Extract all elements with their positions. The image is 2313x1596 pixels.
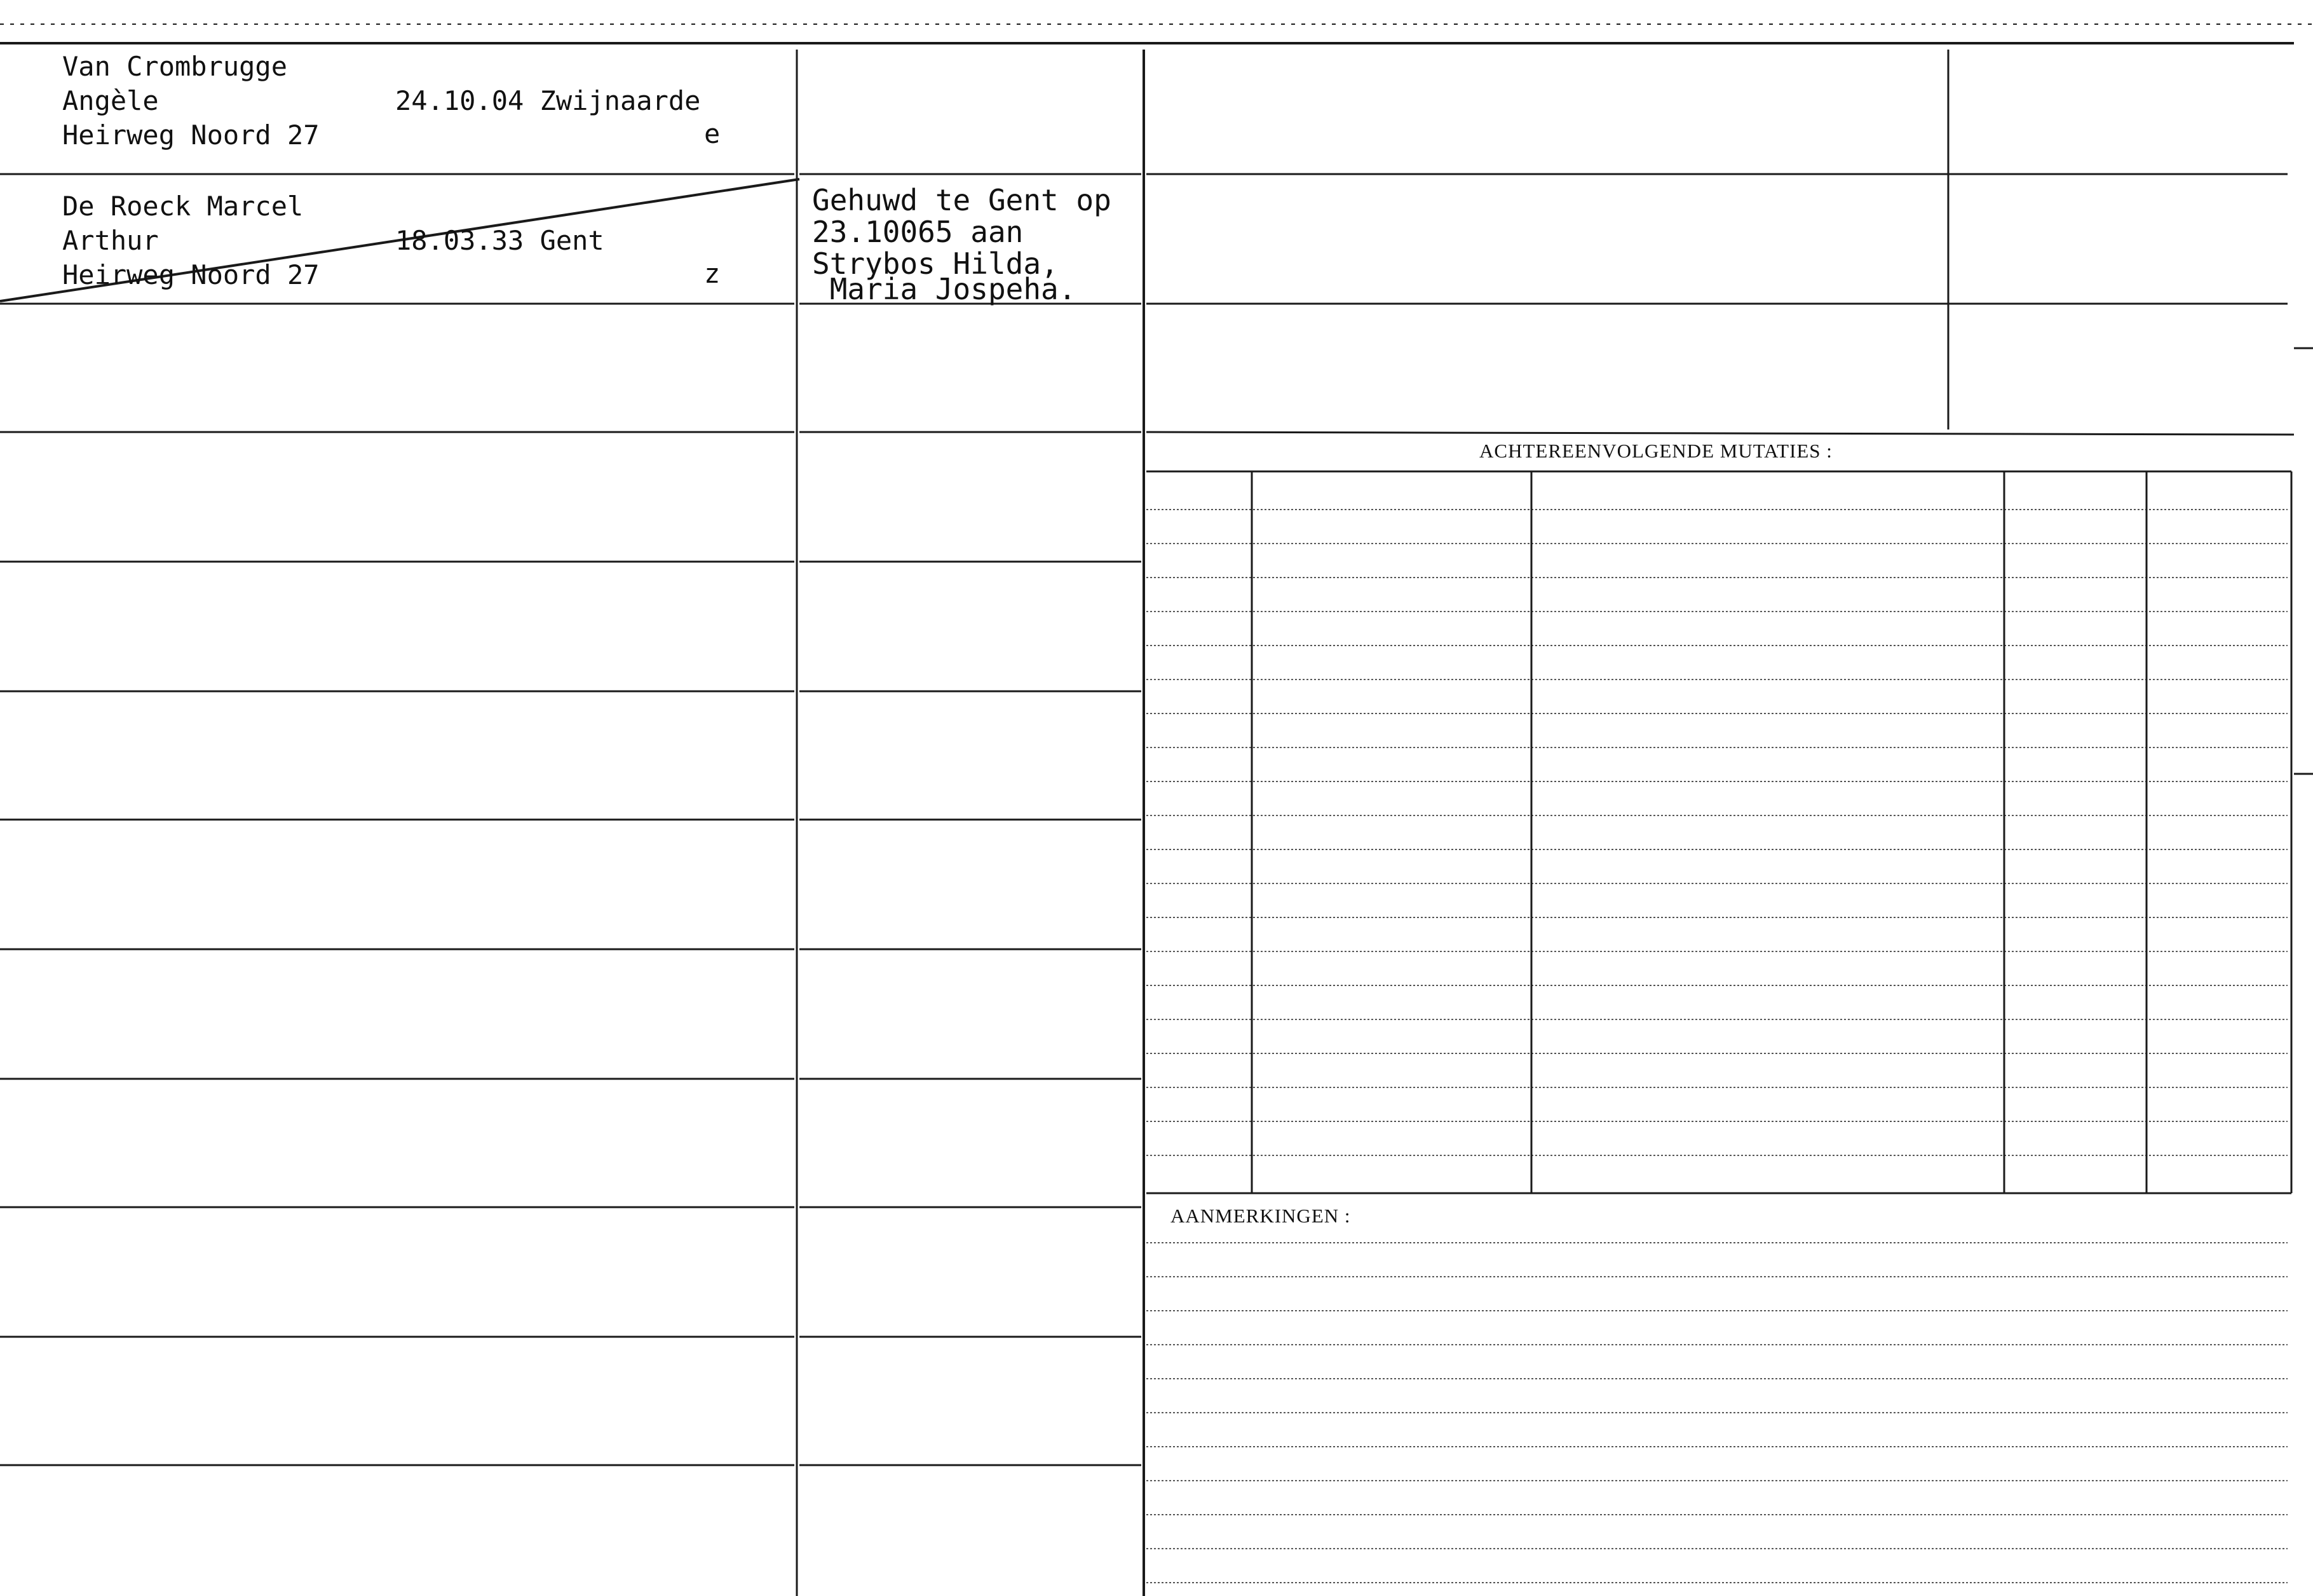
marriage-note-line-3: Strybos Hilda, (812, 247, 1059, 281)
record-1-code: e (704, 118, 721, 149)
mutaties-title: ACHTEREENVOLGENDE MUTATIES : (1479, 440, 1833, 462)
marriage-note-line-1: Gehuwd te Gent op (812, 183, 1111, 217)
record-2-code: z (704, 258, 721, 289)
record-1-name (62, 50, 320, 152)
marriage-note-line-2: 23.10065 aan (812, 215, 1024, 249)
record-1-surname: Van Crombrugge (62, 51, 288, 82)
marriage-note-line-4: Maria Jospeha. (812, 272, 1076, 306)
aanmerkingen-title: AANMERKINGEN : (1170, 1205, 1351, 1227)
record-2-name (62, 189, 320, 292)
record-2-marriage-note (812, 183, 1111, 306)
record-2-address: Heirweg Noord 27 (62, 259, 320, 290)
record-2-surname: De Roeck Marcel (62, 191, 304, 222)
record-1-address: Heirweg Noord 27 (62, 119, 320, 151)
record-1-birth: 24.10.04 Zwijnaarde (395, 85, 701, 116)
record-1-firstname: Angèle (62, 85, 159, 116)
record-2-firstname: Arthur (62, 225, 159, 256)
mutaties-top-rule (1146, 432, 2294, 435)
record-2-birth: 18.03.33 Gent (395, 225, 604, 256)
